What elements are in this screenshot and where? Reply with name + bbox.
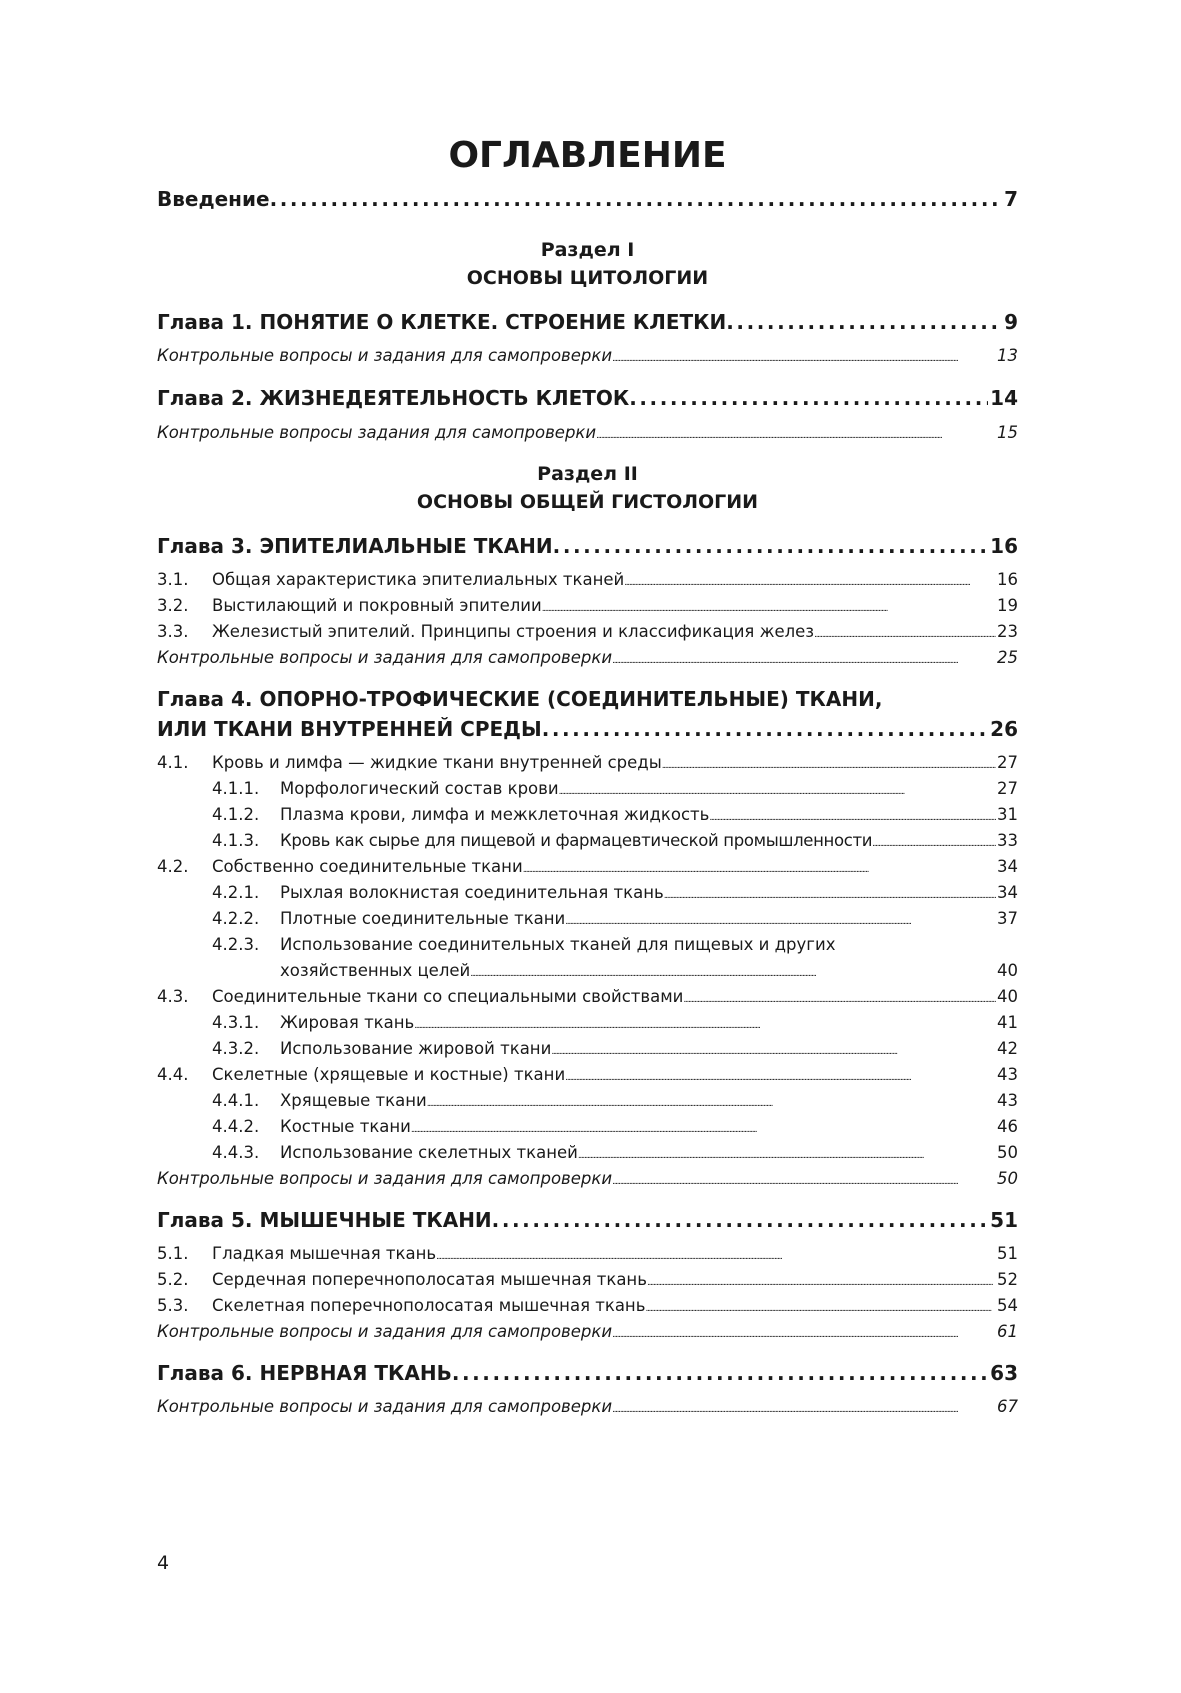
entry-text: Гладкая мышечная ткань [212,1244,437,1263]
entry-text: Скелетные (хрящевые и костные) ткани [212,1065,566,1084]
toc-entry-section[interactable] [157,985,1018,1009]
entry-text: Контрольные вопросы и задания для самопроверки [157,1169,613,1188]
entry-page: 7 [1004,187,1018,211]
entry-text: Контрольные вопросы и задания для самопроверки [157,1322,613,1341]
entry-text: Общая характеристика эпителиальных тканей [212,570,625,589]
toc-entry-subsection[interactable] [157,1037,1018,1061]
toc-entry-subsection[interactable] [157,959,1018,983]
toc-entry-questions[interactable] [157,1167,1018,1191]
section-label: Раздел II [537,463,638,485]
entry-page: 26 [990,717,1018,741]
entry-page: 9 [1004,310,1018,334]
toc-entry-chapter[interactable] [157,531,1018,561]
entry-number: 3.1. [157,570,189,589]
toc-entry-section[interactable] [157,1268,1018,1292]
toc-entry-questions[interactable] [157,1395,1018,1419]
toc-entry-chapter[interactable] [157,1358,1018,1388]
entry-page: 54 [997,1296,1018,1315]
entry-text: Глава 6. НЕРВНАЯ ТКАНЬ [157,1361,452,1385]
entry-page: 63 [990,1361,1018,1385]
entry-page: 34 [997,883,1018,902]
toc-entry-questions[interactable] [157,344,1018,368]
entry-page: 51 [997,1244,1018,1263]
entry-page: 16 [997,570,1018,589]
entry-page: 33 [997,831,1018,850]
section-label: Раздел I [540,239,635,261]
entry-text: Соединительные ткани со специальными свойствами [212,987,684,1006]
entry-page: 27 [997,753,1018,772]
toc-entry-section[interactable] [157,620,1018,644]
entry-number: 5.1. [157,1244,189,1263]
entry-text: хозяйственных целей [280,961,471,980]
entry-text: Выстилающий и покровный эпителии [212,596,542,615]
toc-entry-section[interactable] [157,751,1018,775]
entry-number: 4.4. [157,1065,189,1084]
entry-text: Глава 4. ОПОРНО-ТРОФИЧЕСКИЕ (СОЕДИНИТЕЛЬНЫЕ) ТКАНИ, [157,687,883,711]
entry-text: Контрольные вопросы и задания для самопроверки [157,648,613,667]
entry-page: 42 [997,1039,1018,1058]
entry-text: Железистый эпителий. Принципы строения и классификация желез [212,622,815,641]
entry-number: 3.2. [157,596,189,615]
toc-entry-subsection[interactable] [157,1011,1018,1035]
entry-text: ИЛИ ТКАНИ ВНУТРЕННЕЙ СРЕДЫ [157,717,542,741]
entry-text: Глава 5. МЫШЕЧНЫЕ ТКАНИ [157,1208,492,1232]
entry-text: Использование скелетных тканей [280,1143,578,1162]
toc-entry-questions[interactable] [157,646,1018,670]
entry-page: 15 [997,423,1018,442]
entry-text: Введение [157,187,270,211]
entry-number: 4.2.1. [212,883,260,902]
entry-number: 3.3. [157,622,189,641]
entry-text: Кровь как сырье для пищевой и фармацевтической промышленности [280,831,873,850]
entry-number: 4.4.1. [212,1091,260,1110]
toc-entry-chapter[interactable] [157,714,1018,744]
toc-entry-section[interactable] [157,1294,1018,1318]
entry-page: 16 [990,534,1018,558]
entry-text: Плазма крови, лимфа и межклеточная жидкость [280,805,710,824]
toc-entry-subsection[interactable] [157,1115,1018,1139]
entry-page: 40 [997,987,1018,1006]
page-title: ОГЛАВЛЕНИЕ [448,135,727,176]
entry-text: Скелетная поперечнополосатая мышечная ткань [212,1296,646,1315]
entry-page: 46 [997,1117,1018,1136]
entry-page: 37 [997,909,1018,928]
entry-text: Хрящевые ткани [280,1091,427,1110]
toc-entry-questions[interactable] [157,421,1018,445]
entry-page: 23 [997,622,1018,641]
entry-text: Кровь и лимфа — жидкие ткани внутренней среды [212,753,662,772]
entry-text: Контрольные вопросы задания для самопроверки [157,423,597,442]
toc-entry-subsection[interactable] [157,777,1018,801]
toc-page [157,0,1018,1693]
entry-page: 19 [997,596,1018,615]
toc-entry-subsection[interactable] [157,881,1018,905]
entry-number: 4.2.3. [212,935,260,954]
entry-text: Костные ткани [280,1117,411,1136]
toc-entry-section[interactable] [157,568,1018,592]
entry-number: 5.2. [157,1270,189,1289]
entry-number: 4.2. [157,857,189,876]
entry-page: 51 [990,1208,1018,1232]
toc-entry-section[interactable] [157,594,1018,618]
toc-entry-chapter[interactable] [157,1205,1018,1235]
entry-text: Морфологический состав крови [280,779,559,798]
entry-number: 4.3.1. [212,1013,260,1032]
entry-text: Глава 3. ЭПИТЕЛИАЛЬНЫЕ ТКАНИ [157,534,553,558]
section-title: ОСНОВЫ ЦИТОЛОГИИ [466,267,709,289]
entry-text: Использование соединительных тканей для пищевых и других [280,935,836,954]
entry-number: 4.4.3. [212,1143,260,1162]
entry-page: 67 [997,1397,1018,1416]
entry-number: 4.1. [157,753,189,772]
toc-entry-subsection[interactable] [157,1141,1018,1165]
toc-entry-subsection[interactable] [157,829,1018,853]
entry-number: 4.1.3. [212,831,260,850]
entry-number: 4.1.2. [212,805,260,824]
entry-text: Рыхлая волокнистая соединительная ткань [280,883,664,902]
toc-entry-section[interactable] [157,855,1018,879]
entry-page: 14 [990,386,1018,410]
entry-number: 4.4.2. [212,1117,260,1136]
toc-entry-chapter[interactable] [157,307,1018,337]
entry-page: 31 [997,805,1018,824]
entry-text: Глава 2. ЖИЗНЕДЕЯТЕЛЬНОСТЬ КЛЕТОК [157,386,630,410]
section-title: ОСНОВЫ ОБЩЕЙ ГИСТОЛОГИИ [416,491,759,513]
entry-text: Сердечная поперечнополосатая мышечная ткань [212,1270,647,1289]
entry-page: 41 [997,1013,1018,1032]
entry-page: 25 [997,648,1018,667]
entry-page: 40 [997,961,1018,980]
entry-text: Собственно соединительные ткани [212,857,523,876]
page-number: 4 [157,1552,170,1574]
entry-page: 34 [997,857,1018,876]
entry-text: Использование жировой ткани [280,1039,552,1058]
entry-text: Контрольные вопросы и задания для самопроверки [157,1397,613,1416]
entry-page: 43 [997,1091,1018,1110]
entry-text: Глава 1. ПОНЯТИЕ О КЛЕТКЕ. СТРОЕНИЕ КЛЕТКИ [157,310,727,334]
toc-entry-chapter-line1[interactable] [157,684,1018,714]
entry-text: Плотные соединительные ткани [280,909,566,928]
entry-page: 50 [997,1169,1018,1188]
toc-entry-subsection[interactable] [157,1089,1018,1113]
entry-number: 4.3. [157,987,189,1006]
entry-number: 4.3.2. [212,1039,260,1058]
entry-number: 4.2.2. [212,909,260,928]
toc-entry-intro[interactable] [157,184,1018,214]
entry-text: Контрольные вопросы и задания для самопроверки [157,346,613,365]
entry-page: 43 [997,1065,1018,1084]
entry-page: 27 [997,779,1018,798]
entry-number: 5.3. [157,1296,189,1315]
toc-entry-chapter[interactable] [157,383,1018,413]
toc-entry-section[interactable] [157,1242,1018,1266]
toc-entry-subsection[interactable] [157,803,1018,827]
toc-entry-section[interactable] [157,1063,1018,1087]
entry-page: 50 [997,1143,1018,1162]
entry-text: Жировая ткань [280,1013,415,1032]
entry-page: 61 [997,1322,1018,1341]
toc-entry-subsection[interactable] [157,907,1018,931]
entry-page: 52 [997,1270,1018,1289]
entry-number: 4.1.1. [212,779,260,798]
entry-page: 13 [997,346,1018,365]
toc-entry-questions[interactable] [157,1320,1018,1344]
toc-entry-subsection-line1[interactable] [157,933,1018,957]
